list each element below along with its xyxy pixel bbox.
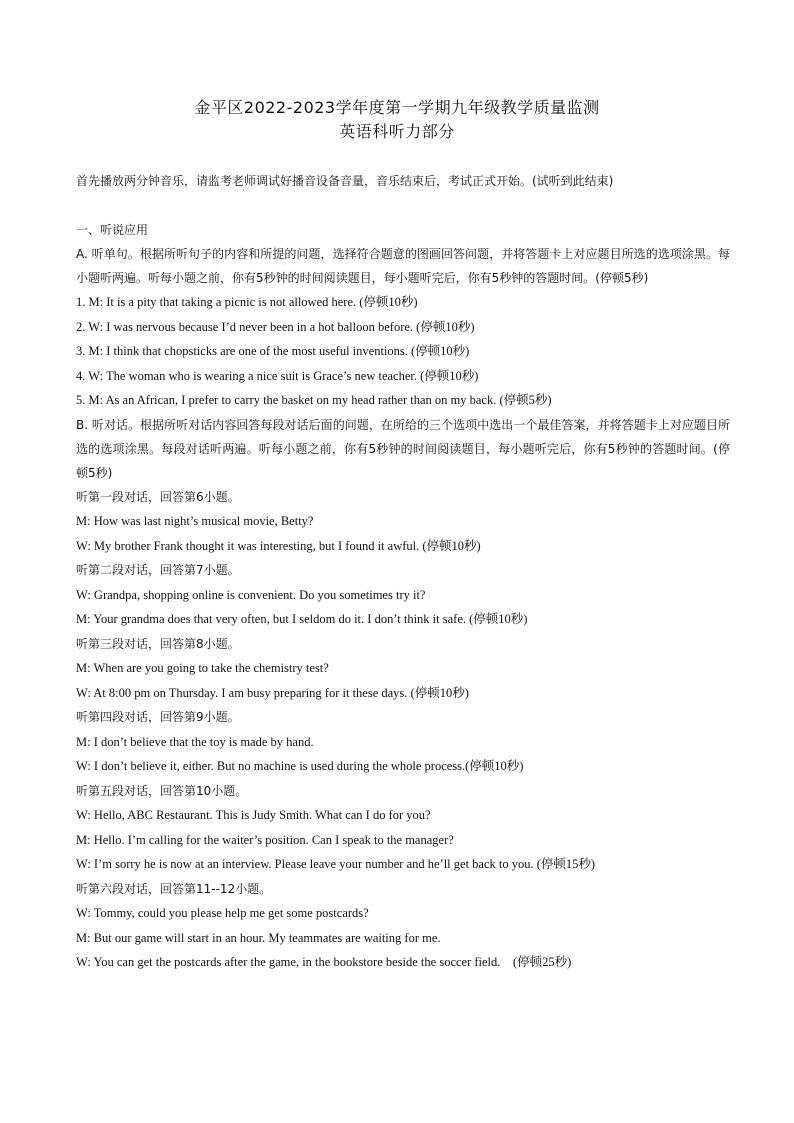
part-b-instructions: B. 听对话。根据所听对话内容回答每段对话后面的问题，在所给的三个选项中选出一个最佳答案，并将答题卡上对应题目所选的选项涂黑。每段对话听两遍。听每小题之前，你有5秒钟的时间阅读题目，每小题听完后，你有5秒钟的答题时间。(停顿5秒) (76, 417, 730, 480)
dialogue-5-line-3: W: I’m sorry he is now at an interview. Please leave your number and he’ll get back to you. (停顿15秒) (76, 857, 596, 871)
sentence-2: 2. W: I was nervous because I’d never been in a hot balloon before. (停顿10秒) (76, 319, 475, 334)
sentence-4: 4. W: The woman who is wearing a nice suit is Grace’s new teacher. (停顿10秒) (76, 368, 479, 383)
document-subtitle: 英语科听力部分 (339, 122, 455, 141)
dialogue-2-intro: 听第二段对话，回答第7小题。 (76, 563, 240, 577)
dialogue-4-line-2: W: I don’t believe it, either. But no machine is used during the whole process.(停顿10秒) (76, 759, 524, 773)
sentence-3: 3. M: I think that chopsticks are one of the most useful inventions. (停顿10秒) (76, 344, 470, 358)
sentence-1: 1. M: It is a pity that taking a picnic is not allowed here. (停顿10秒) (76, 295, 418, 309)
listening-content (76, 218, 730, 975)
dialogue-1-line-1: M: How was last night’s musical movie, Betty? (76, 514, 314, 528)
part-a-instructions: A. 听单句。根据所听句子的内容和所提的问题，选择符合题意的图画回答问题，并将答题卡上对应题目所选的选项涂黑。每小题听两遍。听每小题之前，你有5秒钟的时间阅读题目，每小题听完后，你有5秒钟的答题时间。(停顿5秒) (76, 247, 730, 285)
dialogue-2-line-2: M: Your grandma does that very often, but I seldom do it. I don’t think it safe. (停顿10秒) (76, 612, 528, 626)
document-title: 金平区2022-2023学年度第一学期九年级教学质量监测 (194, 98, 600, 117)
dialogue-4-intro: 听第四段对话，回答第9小题。 (76, 710, 240, 724)
sentence-5: 5. M: As an African, I prefer to carry the basket on my head rather than on my back. (停顿5秒) (76, 393, 552, 407)
dialogue-6-line-2: M: But our game will start in an hour. My teammates are waiting for me. (76, 930, 441, 945)
dialogue-3-line-2: W: At 8:00 pm on Thursday. I am busy preparing for it these days. (停顿10秒) (76, 685, 469, 700)
dialogue-1-intro: 听第一段对话，回答第6小题。 (76, 489, 240, 504)
dialogue-1-line-2: W: My brother Frank thought it was interesting, but I found it awful. (停顿10秒) (76, 538, 481, 553)
dialogue-3-line-1: M: When are you going to take the chemistry test? (76, 661, 329, 675)
dialogue-6-line-3: W: You can get the postcards after the game, in the bookstore beside the soccer field. (停顿25秒) (76, 955, 572, 969)
dialogue-6-line-1: W: Tommy, could you please help me get some postcards? (76, 906, 369, 920)
dialogue-5-intro: 听第五段对话，回答第10小题。 (76, 783, 248, 798)
dialogue-5-line-2: M: Hello. I’m calling for the waiter’s position. Can I speak to the manager? (76, 832, 454, 847)
intro-instructions: 首先播放两分钟音乐，请监考老师调试好播音设备音量，音乐结束后，考试正式开始。(试听到此结束) (76, 174, 614, 188)
dialogue-3-intro: 听第三段对话，回答第8小题。 (76, 636, 240, 651)
dialogue-4-line-1: M: I don’t believe that the toy is made by hand. (76, 734, 314, 749)
dialogue-2-line-1: W: Grandpa, shopping online is convenient. Do you sometimes try it? (76, 587, 426, 602)
dialogue-6-intro: 听第六段对话，回答第11--12小题。 (76, 881, 272, 896)
section-heading: 一、听说应用 (76, 223, 149, 237)
dialogue-5-line-1: W: Hello, ABC Restaurant. This is Judy Smith. What can I do for you? (76, 808, 431, 822)
